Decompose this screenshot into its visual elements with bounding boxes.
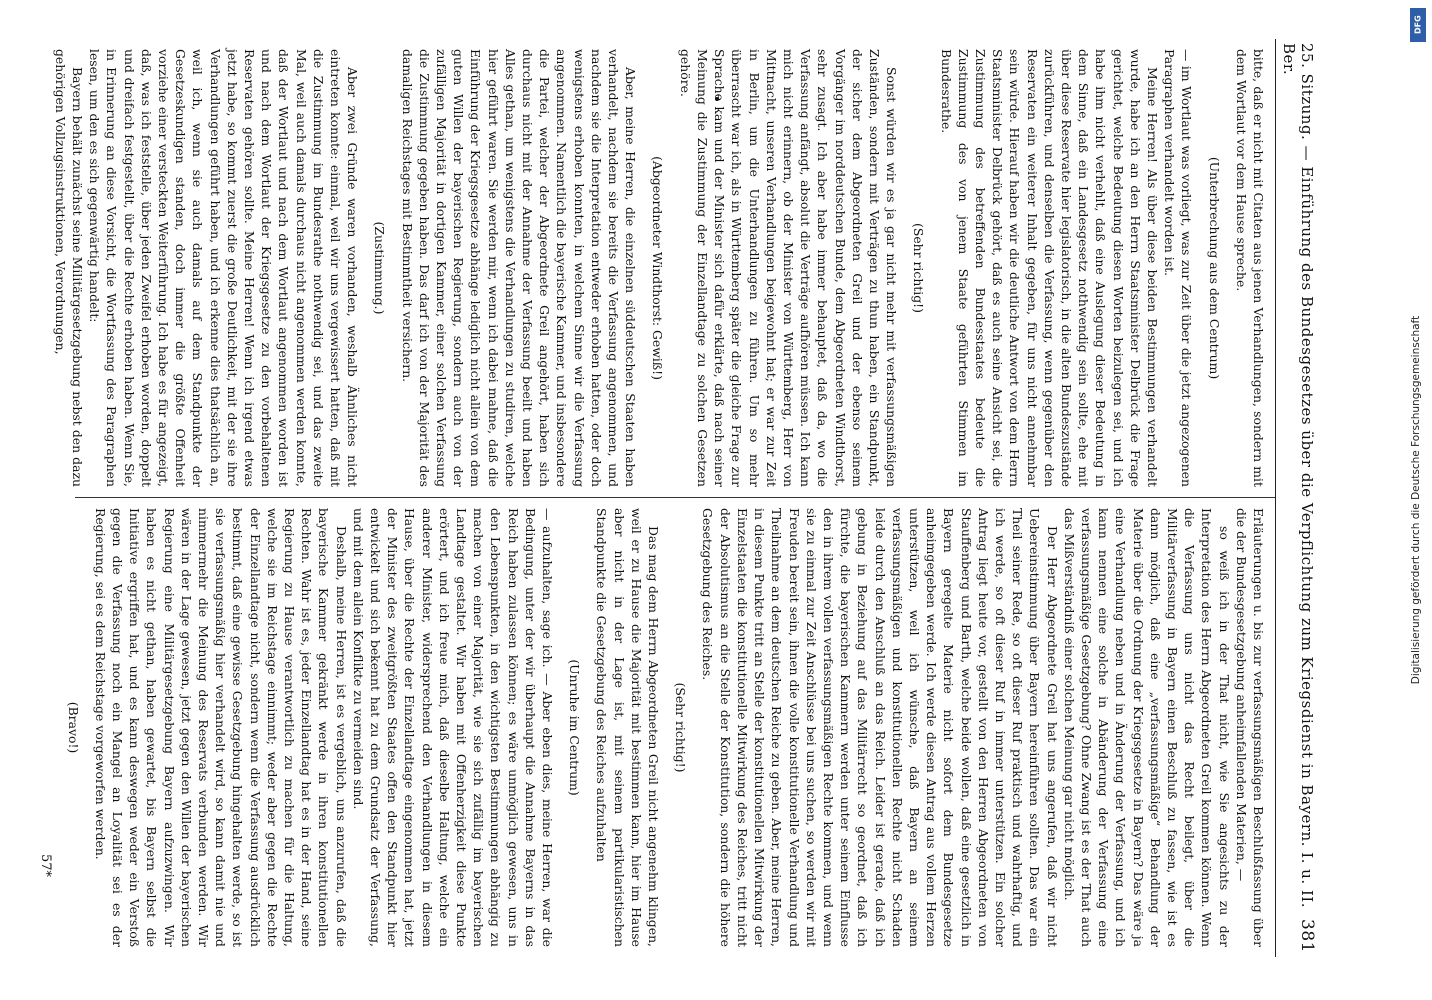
paragraph: Bayern behält zunächst seine Militärgesetzgebung nebst den dazu gehörigen Vollzugsinstruktionen, Verordnungen, [52,49,85,487]
interjection: (Unruhe im Centrum) [567,659,583,796]
signature-mark: 57* [38,853,54,877]
interjection: (Zustimmung.) [372,221,388,315]
digitization-margin [1400,0,1432,1000]
digitization-note-text: Digitalisierung gefördert durch die Deutsche Forschungsgemeinschaft [1410,315,1422,685]
paragraph: Erläuterungen u. bis zur verfassungsmäßigen Beschlußfassung über die der Bundesgesetzgebung anheimfallenden Materien, — [1233,508,1266,947]
paragraph: Meine Herren! Als über diese beiden Bestimmungen verhandelt wurde, habe ich an den Herrn Staatsminister Delbrück die Frage gerichtet, welche Bedeutung diesen Worten beizulegen sei, und ich habe ihm nicht verhehlt, daß eine Auslegung dieser Bedeutung in dem Sinne, daß ein Landesgesetz nothwendig sein sollte, ehe mit über diese Reservate hier legislatorisch, in die alten Bundeszustände zurückführen, und denselben die Verfassung, wenn gegenüber den Reservaten ein weiterer Inhalt gegeben, für uns nicht annehmbar sein würde. Hierauf haben wir die deutliche Antwort von dem Herrn Staatsminister Delbrück gehört, daß es auch seine Ansicht sei, die Zustimmung des betreffenden Bundesstaates bedeute die Zustimmung des von jenem Staate geführten Stimmen im Bundesrathe. [938,49,1160,487]
paragraph: bitte, daß er nicht mit Citaten aus jenen Verhandlungen, sondern mit dem Wortlaut vor dem Hause spreche. [1233,49,1266,487]
paragraph: Der Herr Abgeordnete Greil hat uns angerufen, daß wir nicht Uebereinstimmung über Bayern hereinführen sollten. Das war ein Theil seiner Rede, so oft dieser Ruf praktisch und wahrhaftig, und ich werde, so oft dieser Ruf in immer unterstützen. Ein solcher Antrag liegt heute vor, gestellt von den Herren Abgeordneten von Stauffenberg und Barth, welche beide wollen, daß eine gesetzlich in Bayern geregelte Materie nicht sofort dem Bundesgesetze anheimgegeben werde. Ich werde diesen Antrag aus vollem Herzen unterstützen, weil ich wünsche, daß Bayern an seinem verfassungsmäßigen und konstitutionellen Rechte nicht Schaden leide durch den Anschluß an das Reich. Leider ist gerade, daß ich gebung in Beziehung auf das Militärrecht so geordnet, daß ich fürchte, die bayerischen Kammern werden unter seinem Einflusse den in ihrem vollen verfassungsmäßigen Rechte kommen, und wenn sie zu einmal zur Zeit Anschlüsse bei uns suchen, so werden wir mit Freuden bereit sein, ihnen die volle konstitutionelle Verhandlung und Theilnahme an dem deutschen Reiche zu geben. Aber, meine Herren, in diesem Punkte tritt an Stelle der konstitutionellen Mitwirkung der Einzelstaaten die konstitutionelle Mitwirkung des Reiches, tritt nicht der Absolutismus an die Stelle der Konstitution, sondern die höhere Gesetzgebung des Reiches. [700,508,1060,947]
paragraph: so weiß ich in der That nicht, wie Sie angesichts zu der Interpretation des Herrn Abgeordneten Greil kommen können. Wenn die Verfassung uns nicht das Recht beilegt, über die Militärverfassung in Bayern einen Beschluß zu fassen, wie ist es dann möglich, daß eine „verfassungsmäßige“ Behandlung der Materie über die Ordnung der Kriegsgesetze in Bayern? Das wäre ja eine Verhandlung neben und in Änderung der Verfassung, und ich kann nennen eine solche in Abänderung der Verfassung eine verfassungsmäßige Gesetzgebung? Ohne Zwang ist es der That auch das Mißverständniß einer solchen Meinung gar nicht möglich. [1061,508,1232,947]
left-column [52,39,1275,498]
text-columns [38,39,1275,957]
rotated-scan [38,33,1325,963]
interjection: (Sehr richtig!) [673,682,689,773]
right-column [38,498,1275,957]
paragraph: — im Wortlaut was vorliegt, was zur Zeit über die jetzt angezogenen Paragraphen verhandelt worden ist. [1162,49,1195,487]
running-header [1275,39,1317,957]
page-number: 381 [1297,919,1317,953]
paragraph: Aber, meine Herren, die einzelnen süddeutschen Staaten haben verhandelt, nachdem sie bereits die Verfassung angenommen, und nachdem sie die Interpretation entweder erhoben hatten, oder doch wenigstens erhoben konnten, in welchem Sinne wir die Verfassung angenommen. Namentlich die bayerische Kammer, und insbesondere die Partei, welcher der Abgeordnete Greil angehört, haben sich durchaus nicht mit der Annahme der Verfassung beeilt und haben Alles gethan, um wenigstens die Verhandlungen zu studiren, welche hier geführt waren. Sie werden mir, wenn ich dabei mahne, daß die Einführung der Kriegsgesetze abhänge lediglich nicht allein von dem guten Willen der bayerischen Regierung, sondern auch von der zufälligen Majorität in dortigen Kammer, einer solchen Verfassung die Zustimmung gegeben haben. Das darf ich von der Majorität des damaligen Reichstages mit Bestimmtheit versichern. [399,49,639,487]
running-header-title: 25. Sitzung. — Einführung des Bundesgesetzes über die Verpflichtung zum Kriegsdienst in Bayern. I. u. II. Ber. [1280,43,1316,908]
interjection: (Sehr richtig!) [911,223,927,313]
interjection: (Bravo!) [65,701,81,754]
paragraph: Deshalb, meine Herren, ist es vergeblich, uns anzurufen, daß die bayerische Kammer gekränkt werde in ihren konstitutionellen Rechten. Wahr ist es, jeder Einzellandtag hat es in der Hand, seine Regierung zu Hause verantwortlich zu machen für die Haltung, welche sie im Reichstage einnimmt; weder aber gegen die Rechte der Einzellandtage nicht, sondern wenn die Verfassung ausdrücklich bestimmt, daß eine gewisse Gesetzgebung hingehalten werde, so ist sie verfassungsmäßig hier verhandelt wird, so kann damit nie und nimmermehr die Meinung des Reservats verbunden werden. Wir wären in der Lage gewesen, jetzt gegen den Willen der bayerischen Regierung eine Militärgesetzgebung Bayern aufzuzwingen. Wir haben es nicht gethan, haben gewartet, bis Bayern selbst die Initiative ergriffen hat, und es kann deswegen weder ein Verstoß gegen die Verfassung noch ein Mangel an Loyalität sei es der Regierung, sei es dem Reichstage vorgeworfen werden. [92,508,349,947]
paragraph: Das mag dem Herrn Abgeordneten Greil nicht angenehm klingen, weil er zu Hause die Majorität mit bestimmen kann, hier im Hause aber nicht in der Lage ist, mit seinem partikularistischen Standpunkte die Gesetzgebung des Reiches aufzuhalten [594,508,662,947]
paragraph: Sonst würden wir es ja gar nicht mehr mit verfassungsmäßigen Zuständen, sondern mit Verträgen zu thun haben, ein Standpunkt, der sicher dem Abgeordneten Greil und der ebenso seinem Vorgänger im norddeutschen Bunde, dem Abgeordneten Windthorst, sehr zusagt. Ich aber habe immer behauptet, daß da, wo die Verfassung anfängt, absolut die Verträge aufhören müssen. Ich kann mich nicht erinnern, ob der Minister von Württemberg, Herr von Mittnacht, unseren Verhandlungen beigewohnt hat; er war zur Zeit in Berlin, um die Unterhandlungen zu führen. Um so mehr überrascht war ich, als in Württemberg später die gleiche Frage zur Sprache kam und der Minister sich dafür erklärte, daß nach seiner Meinung die Zustimmung der Einzellandtage zu solchen Gesetzen gehöre. [677,49,900,487]
interjection: (Abgeordneter Windthorst: Gewiß!) [650,156,666,380]
paragraph: Aber zwei Gründe waren vorhanden, weshalb Ähnliches nicht eintreten konnte: einmal, weil wir uns vergewissert hatten, daß mit die Zustimmung im Bundesrathe nothwendig sei, und das zweite Mal, weil auch damals durchaus nicht angenommen werden konnte, daß der Wortlaut und nach dem Wortlaut angenommen worden ist und nach dem Wortlaut der Kriegsgesetze zu den vorbehaltenen Reservaten gehören sollte. Meine Herren! Wenn ich irgend etwas jetzt habe, so kommt zuerst die große Deutlichkeit, mit der sie ihre Verhandlungen geführt haben, und ich erkenne dies thatsächlich an, weil ich, wenn sie auch damals auf dem Standpunkte der Gesetzeskundigen standen, doch immer die größte Offenheit vorziehe einer versteckten Weiterführung. Ich habe es für angezeigt, daß, was ich feststelle, über jeden Zweifel erhoben worden, doppelt und dreifach festgestellt, über die Rechte erhoben haben. Wenn Sie, in Erinnerung an diese Vorsicht, die Wortfassung des Paragraphen lesen, um den es sich gegenwärtig handelt: [87,49,361,487]
paragraph: — aufzuhalten, sage ich. — Aber eben dies, meine Herren, war die Bedingung, unter der wir überhaupt die Annahme Bayerns in das Reich haben zulassen können; es wäre unmöglich gewesen, uns in den Lebenspunkten, in den wichtigsten Bestimmungen abhängig zu machen von einer Majorität, wie sie sich zufällig im bayerischen Landtage gestaltet. Wir haben mit Offenherzigkeit diese Punkte erörtert, und ich freue mich, daß dieselbe Haltung, welche ein anderer Minister, widersprechend den Verhandlungen in diesem Hause, über die Rechte der Einzellandtage eingenommen hat, jetzt der Minister des zweitgrößten Staates offen den Standpunkt hier entwickelt und sich bekennt hat zu dem Grundsatz der Verfassung, und mit dem allein Konflikte zu vermeiden sind. [350,508,556,947]
interjection: (Unterbrechung aus dem Centrum) [1206,156,1222,380]
dfg-logo: DFG [1410,8,1426,42]
